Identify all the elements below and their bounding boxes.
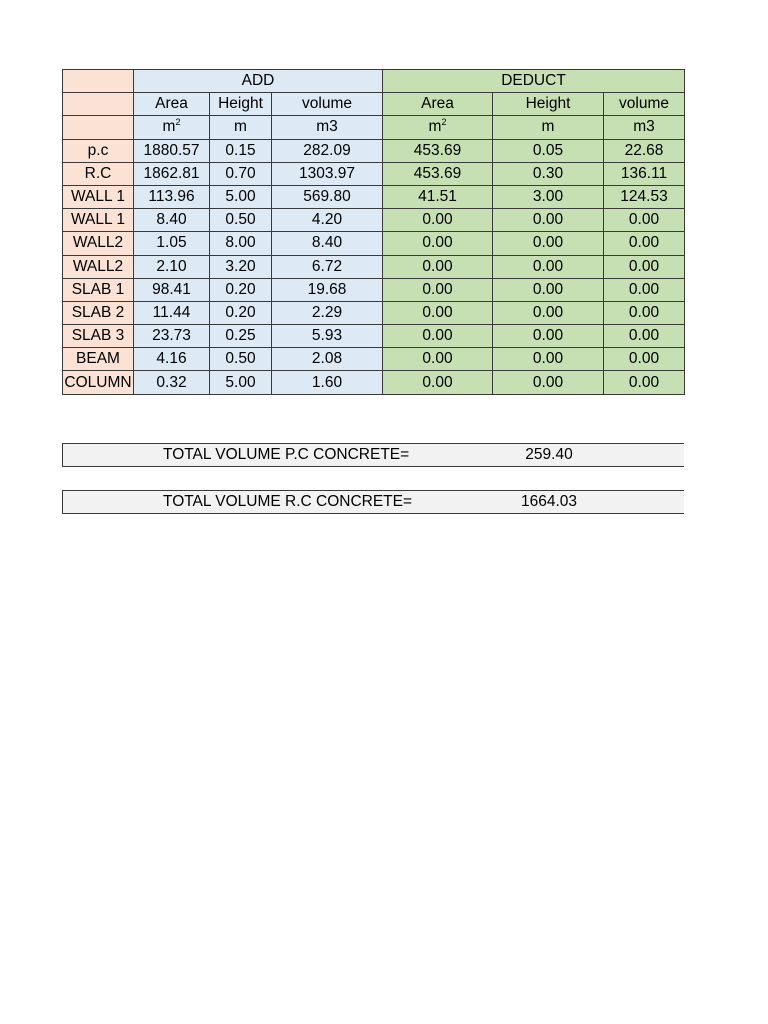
deduct-area-cell: 0.00 (383, 301, 493, 324)
row-label: WALL2 (63, 232, 134, 255)
add-area-unit-exponent: 2 (175, 117, 181, 128)
deduct-area-cell: 0.00 (383, 209, 493, 232)
deduct-volume-cell: 22.68 (604, 139, 685, 162)
deduct-height-unit: m (493, 116, 604, 139)
row-label: COLUMN (63, 371, 134, 394)
add-height-cell: 0.25 (210, 325, 272, 348)
header-label-cell (63, 93, 134, 116)
total-rc-label: TOTAL VOLUME R.C CONCRETE= (163, 493, 413, 510)
add-area-cell: 2.10 (134, 255, 210, 278)
add-volume-header: volume (272, 93, 383, 116)
deduct-height-cell: 0.00 (493, 255, 604, 278)
deduct-area-cell: 41.51 (383, 185, 493, 208)
row-label: p.c (63, 139, 134, 162)
add-volume-cell: 1303.97 (272, 162, 383, 185)
table-row (63, 301, 685, 324)
add-area-unit (134, 116, 210, 139)
deduct-area-cell: 0.00 (383, 325, 493, 348)
deduct-height-cell: 0.00 (493, 325, 604, 348)
add-height-cell: 0.70 (210, 162, 272, 185)
table-row (63, 348, 685, 371)
deduct-volume-cell: 0.00 (604, 348, 685, 371)
table-row (63, 185, 685, 208)
table-row (63, 255, 685, 278)
deduct-height-cell: 0.05 (493, 139, 604, 162)
add-volume-cell: 282.09 (272, 139, 383, 162)
deduct-volume-cell: 0.00 (604, 209, 685, 232)
add-area-cell: 23.73 (134, 325, 210, 348)
quantity-table (62, 69, 685, 395)
row-label: WALL 1 (63, 209, 134, 232)
add-height-cell: 0.15 (210, 139, 272, 162)
column-header-row (63, 93, 685, 116)
table-row (63, 139, 685, 162)
total-pc-label: TOTAL VOLUME P.C CONCRETE= (163, 446, 410, 463)
deduct-area-cell: 0.00 (383, 371, 493, 394)
add-volume-cell: 2.29 (272, 301, 383, 324)
add-area-cell: 1880.57 (134, 139, 210, 162)
deduct-area-unit (383, 116, 493, 139)
deduct-height-cell: 0.00 (493, 278, 604, 301)
table-row (63, 325, 685, 348)
add-volume-cell: 569.80 (272, 185, 383, 208)
row-label: BEAM (63, 348, 134, 371)
table-row (63, 371, 685, 394)
row-label: SLAB 2 (63, 301, 134, 324)
deduct-volume-cell: 0.00 (604, 232, 685, 255)
add-height-cell: 8.00 (210, 232, 272, 255)
add-area-unit-base: m (162, 118, 176, 136)
deduct-volume-cell: 0.00 (604, 371, 685, 394)
deduct-area-cell: 453.69 (383, 162, 493, 185)
deduct-area-cell: 0.00 (383, 232, 493, 255)
add-height-cell: 0.50 (210, 348, 272, 371)
add-area-cell: 113.96 (134, 185, 210, 208)
row-label: SLAB 3 (63, 325, 134, 348)
add-area-cell: 98.41 (134, 278, 210, 301)
add-volume-cell: 6.72 (272, 255, 383, 278)
add-height-cell: 3.20 (210, 255, 272, 278)
table-row (63, 232, 685, 255)
add-volume-cell: 1.60 (272, 371, 383, 394)
deduct-area-unit-base: m (428, 118, 442, 136)
corner-cell (63, 70, 134, 93)
add-area-cell: 1.05 (134, 232, 210, 255)
deduct-area-cell: 0.00 (383, 278, 493, 301)
deduct-group-header: DEDUCT (383, 70, 685, 93)
add-volume-cell: 2.08 (272, 348, 383, 371)
row-label: R.C (63, 162, 134, 185)
add-height-cell: 5.00 (210, 185, 272, 208)
group-header-row (63, 70, 685, 93)
add-height-cell: 0.20 (210, 278, 272, 301)
deduct-volume-cell: 0.00 (604, 301, 685, 324)
add-area-cell: 8.40 (134, 209, 210, 232)
deduct-volume-cell: 0.00 (604, 325, 685, 348)
add-height-unit: m (210, 116, 272, 139)
total-pc-box (62, 443, 684, 467)
add-height-header: Height (210, 93, 272, 116)
deduct-area-cell: 0.00 (383, 348, 493, 371)
deduct-area-cell: 453.69 (383, 139, 493, 162)
add-height-cell: 0.50 (210, 209, 272, 232)
total-rc-box (62, 490, 684, 514)
deduct-height-header: Height (493, 93, 604, 116)
add-volume-unit: m3 (272, 116, 383, 139)
add-area-header: Area (134, 93, 210, 116)
add-group-header: ADD (134, 70, 383, 93)
add-volume-cell: 8.40 (272, 232, 383, 255)
add-volume-cell: 4.20 (272, 209, 383, 232)
add-area-cell: 11.44 (134, 301, 210, 324)
deduct-volume-header: volume (604, 93, 685, 116)
deduct-area-cell: 0.00 (383, 255, 493, 278)
deduct-height-cell: 0.00 (493, 371, 604, 394)
row-label: SLAB 1 (63, 278, 134, 301)
total-pc-value: 259.40 (525, 446, 573, 463)
add-area-cell: 0.32 (134, 371, 210, 394)
table-row (63, 162, 685, 185)
units-label-cell (63, 116, 134, 139)
deduct-height-cell: 0.30 (493, 162, 604, 185)
deduct-volume-cell: 0.00 (604, 278, 685, 301)
add-volume-cell: 5.93 (272, 325, 383, 348)
deduct-height-cell: 3.00 (493, 185, 604, 208)
deduct-height-cell: 0.00 (493, 301, 604, 324)
deduct-volume-cell: 124.53 (604, 185, 685, 208)
total-rc-value: 1664.03 (520, 493, 578, 510)
deduct-volume-cell: 136.11 (604, 162, 685, 185)
table-row (63, 278, 685, 301)
add-volume-cell: 19.68 (272, 278, 383, 301)
deduct-area-header: Area (383, 93, 493, 116)
deduct-height-cell: 0.00 (493, 209, 604, 232)
add-area-cell: 1862.81 (134, 162, 210, 185)
add-area-cell: 4.16 (134, 348, 210, 371)
add-height-cell: 0.20 (210, 301, 272, 324)
deduct-volume-unit: m3 (604, 116, 685, 139)
row-label: WALL2 (63, 255, 134, 278)
row-label: WALL 1 (63, 185, 134, 208)
units-row (63, 116, 685, 139)
table-row (63, 209, 685, 232)
deduct-height-cell: 0.00 (493, 232, 604, 255)
deduct-height-cell: 0.00 (493, 348, 604, 371)
deduct-area-unit-exponent: 2 (441, 117, 447, 128)
add-height-cell: 5.00 (210, 371, 272, 394)
deduct-volume-cell: 0.00 (604, 255, 685, 278)
